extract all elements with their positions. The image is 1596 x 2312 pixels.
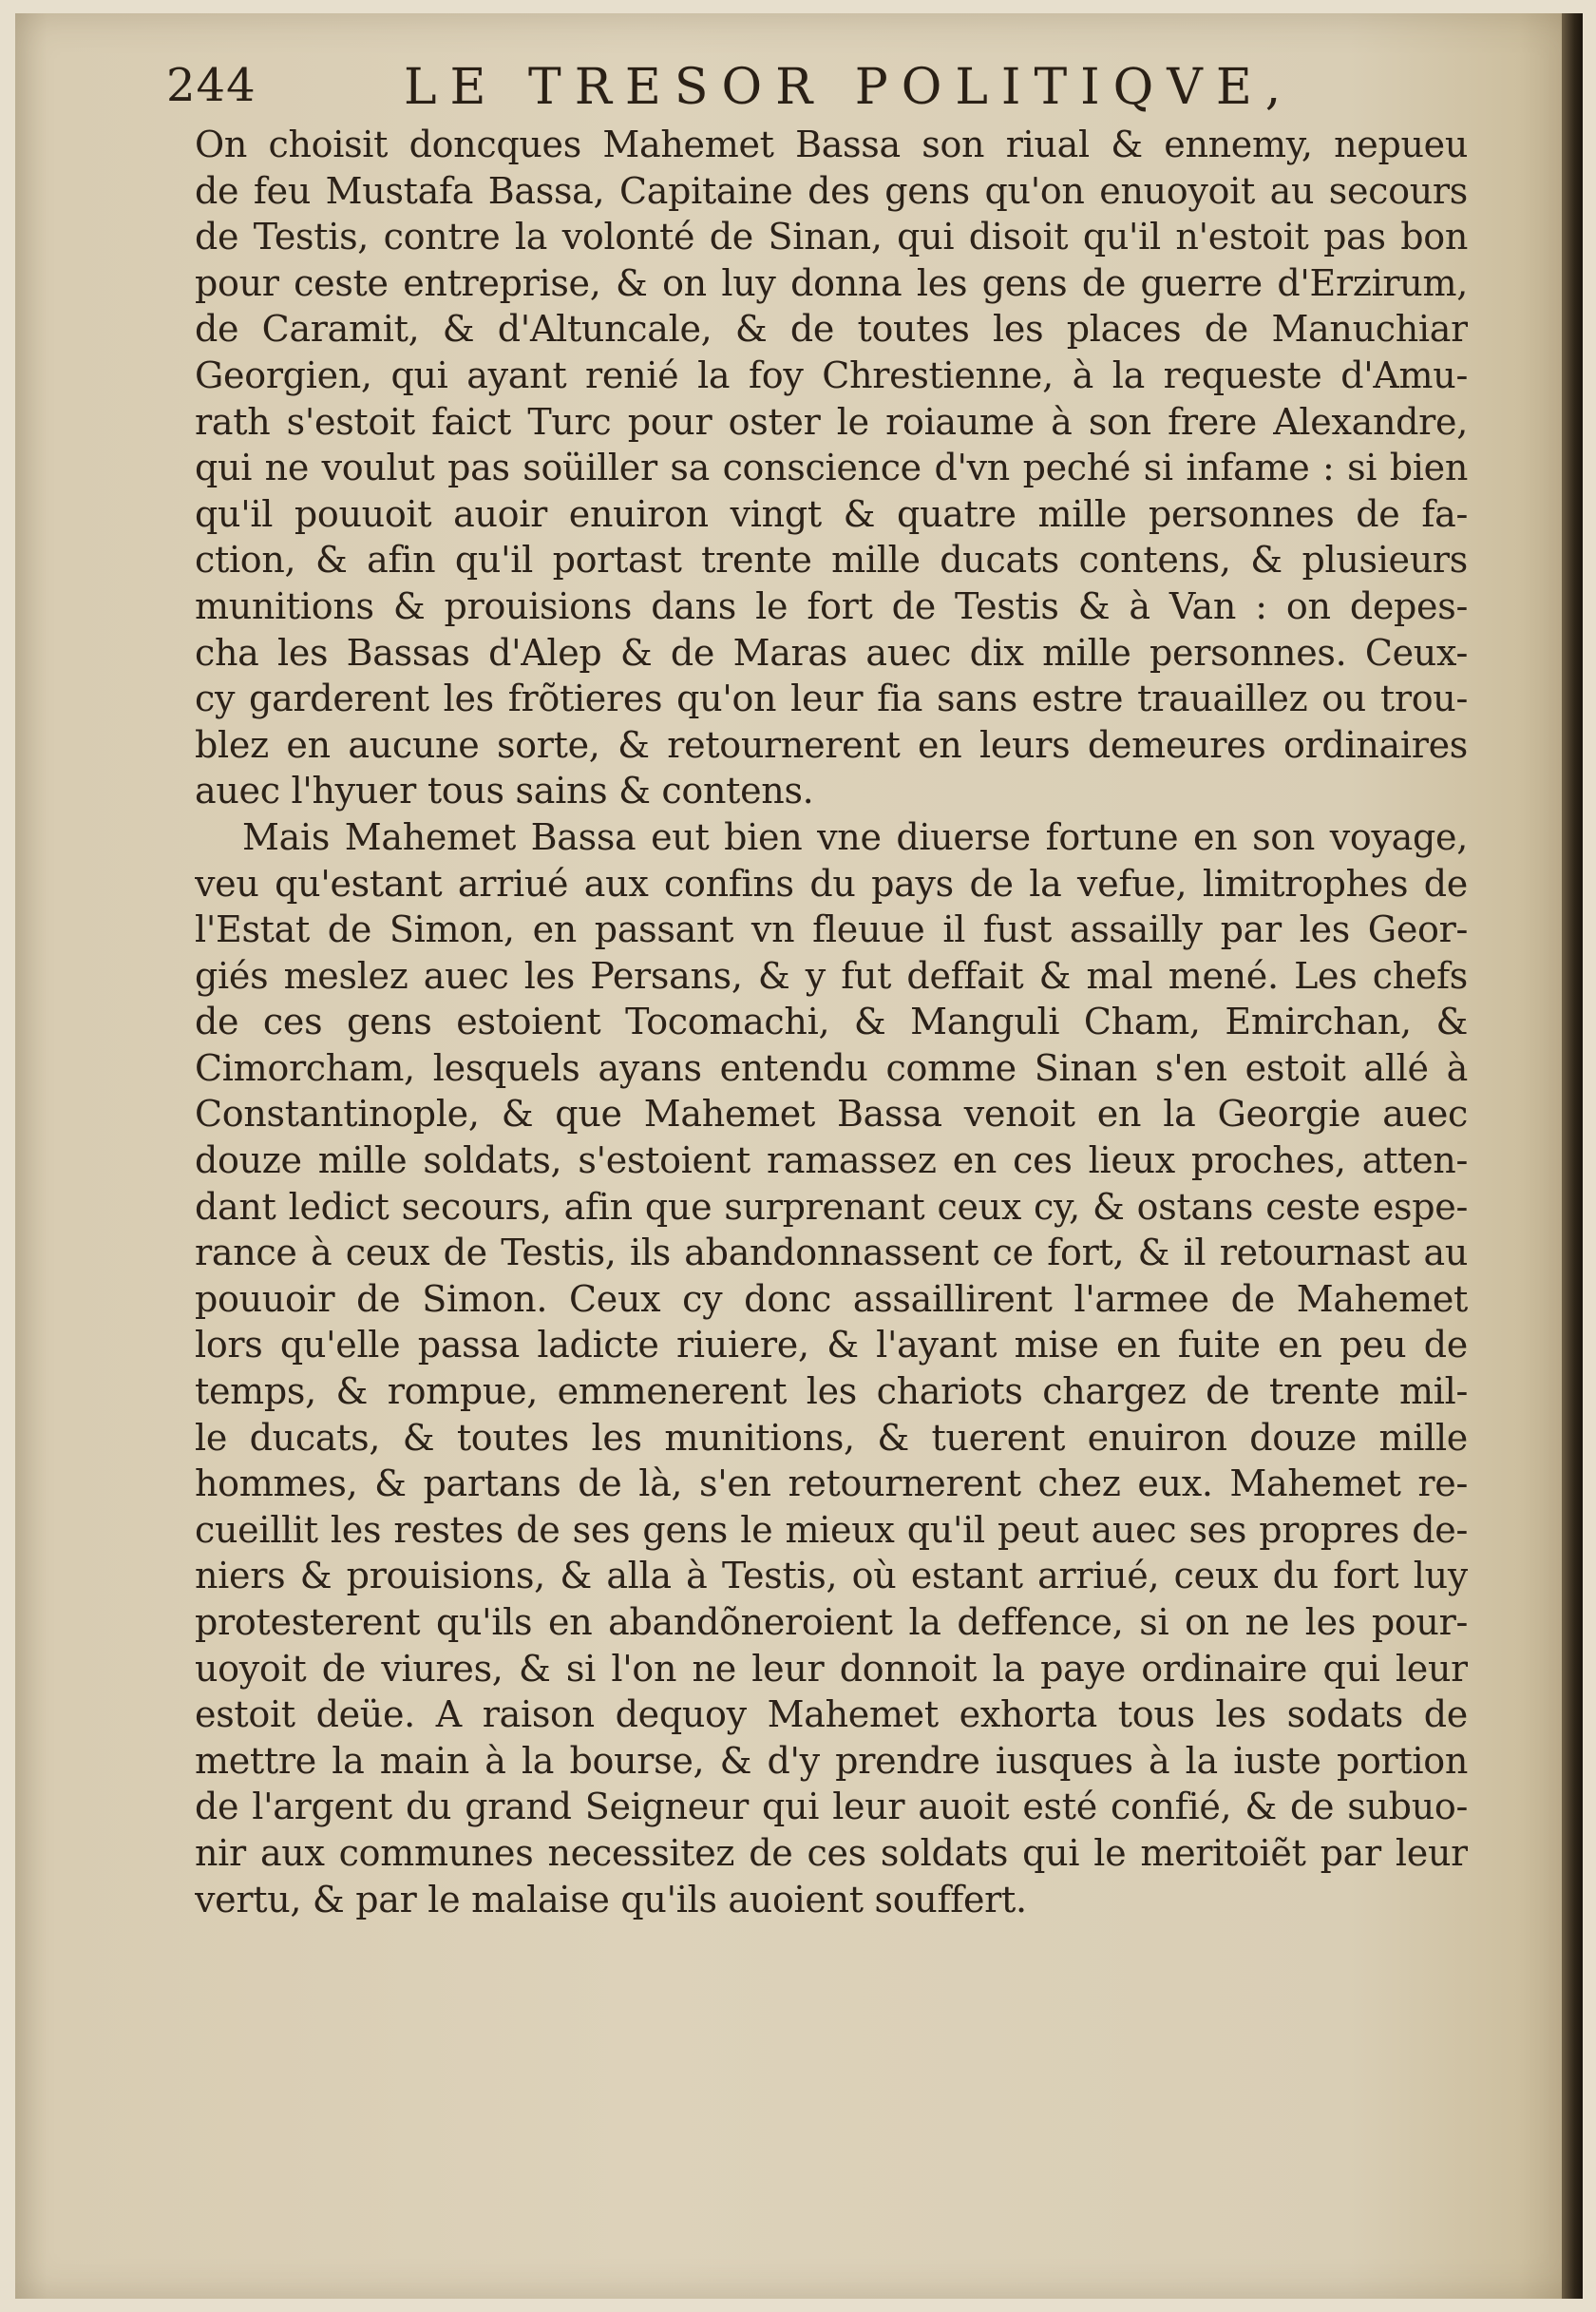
page-number: 244	[166, 59, 256, 112]
text-line: vertu, & par le malaise qu'ils auoient souffert.	[195, 1878, 1027, 1920]
text-line: qui ne voulut pas soüiller sa conscience d'vn peché si infame : si bien	[195, 447, 1468, 489]
paragraph-1	[195, 122, 1468, 814]
text-line: On choisit doncques Mahemet Bassa son riual & ennemy, nepueu	[195, 124, 1468, 165]
text-line: l'Estat de Simon, en passant vn fleuue il fust assailly par les Geor-	[195, 908, 1468, 951]
text-line: ction, & afin qu'il portast trente mille ducats contens, & plusieurs	[195, 539, 1468, 582]
text-line: Mais Mahemet Bassa eut bien vne diuerse fortune en son voyage,	[242, 815, 1468, 858]
text-line: auec l'hyuer tous sains & contens.	[195, 770, 814, 812]
text-line: rance à ceux de Testis, ils abandonnassent ce fort, & il retournast au	[195, 1232, 1468, 1274]
text-line: cy garderent les frõtieres qu'on leur fia sans estre trauaillez ou trou-	[195, 678, 1468, 720]
text-line: pouuoir de Simon. Ceux cy donc assaillirent l'armee de Mahemet	[195, 1277, 1468, 1320]
text-line: temps, & rompue, emmenerent les chariots chargez de trente mil-	[195, 1370, 1468, 1413]
text-line: cueillit les restes de ses gens le mieux qu'il peut auec ses propres de-	[195, 1508, 1468, 1551]
page-gutter-edge	[1562, 13, 1583, 2299]
text-line: de l'argent du grand Seigneur qui leur auoit esté confié, & de subuo-	[195, 1786, 1468, 1828]
text-line: le ducats, & toutes les munitions, & tuerent enuiron douze mille	[195, 1416, 1468, 1459]
text-line: dant ledict secours, afin que surprenant ceux cy, & ostans ceste espe-	[195, 1185, 1468, 1228]
text-line: Georgien, qui ayant renié la foy Chrestienne, à la requeste d'Amu-	[195, 353, 1468, 396]
text-line: pour ceste entreprise, & on luy donna les gens de guerre d'Erzirum,	[195, 261, 1468, 304]
text-line: hommes, & partans de là, s'en retournerent chez eux. Mahemet re-	[195, 1462, 1468, 1505]
body-text	[195, 122, 1468, 1922]
text-line: munitions & prouisions dans le fort de Testis & à Van : on depes-	[195, 584, 1468, 627]
text-line: nir aux communes necessitez de ces soldats qui le meritoiẽt par leur	[195, 1831, 1468, 1874]
text-line: Cimorcham, lesquels ayans entendu comme Sinan s'en estoit allé à	[195, 1046, 1468, 1089]
text-line: veu qu'estant arriué aux confins du pays de la vefue, limitrophes de	[195, 862, 1468, 905]
text-line: de Testis, contre la volonté de Sinan, qui disoit qu'il n'estoit pas bon	[195, 216, 1468, 258]
running-head	[166, 59, 1477, 125]
text-line: lors qu'elle passa ladicte riuiere, & l'ayant mise en fuite en peu de	[195, 1324, 1468, 1366]
text-line: Constantinople, & que Mahemet Bassa venoit en la Georgie auec	[195, 1093, 1468, 1136]
text-line: giés meslez auec les Persans, & y fut deffait & mal mené. Les chefs	[195, 954, 1468, 997]
text-line: qu'il pouuoit auoir enuiron vingt & quatre mille personnes de fa-	[195, 492, 1468, 535]
text-line: estoit deüe. A raison dequoy Mahemet exhorta tous les sodats de	[195, 1693, 1468, 1736]
text-line: de Caramit, & d'Altuncale, & de toutes les places de Manuchiar	[195, 308, 1468, 351]
running-title: LE TRESOR POLITIQVE,	[404, 59, 1295, 116]
text-line: blez en aucune sorte, & retournerent en leurs demeures ordinaires	[195, 723, 1468, 766]
text-line: uoyoit de viures, & si l'on ne leur donnoit la paye ordinaire qui leur	[195, 1647, 1468, 1690]
text-line: de ces gens estoient Tocomachi, & Manguli Cham, Emirchan, &	[195, 1001, 1468, 1043]
text-line: de feu Mustafa Bassa, Capitaine des gens qu'on enuoyoit au secours	[195, 169, 1468, 212]
text-line: rath s'estoit faict Turc pour oster le roiaume à son frere Alexandre,	[195, 400, 1468, 443]
text-line: mettre la main à la bourse, & d'y prendre iusques à la iuste portion	[195, 1739, 1468, 1782]
text-line: cha les Bassas d'Alep & de Maras auec dix mille personnes. Ceux-	[195, 631, 1468, 674]
text-line: douze mille soldats, s'estoient ramassez en ces lieux proches, atten-	[195, 1139, 1468, 1182]
paragraph-2	[195, 814, 1468, 1922]
text-line: protesterent qu'ils en abandõneroient la deffence, si on ne les pour-	[195, 1601, 1468, 1643]
text-line: niers & prouisions, & alla à Testis, où estant arriué, ceux du fort luy	[195, 1555, 1468, 1597]
